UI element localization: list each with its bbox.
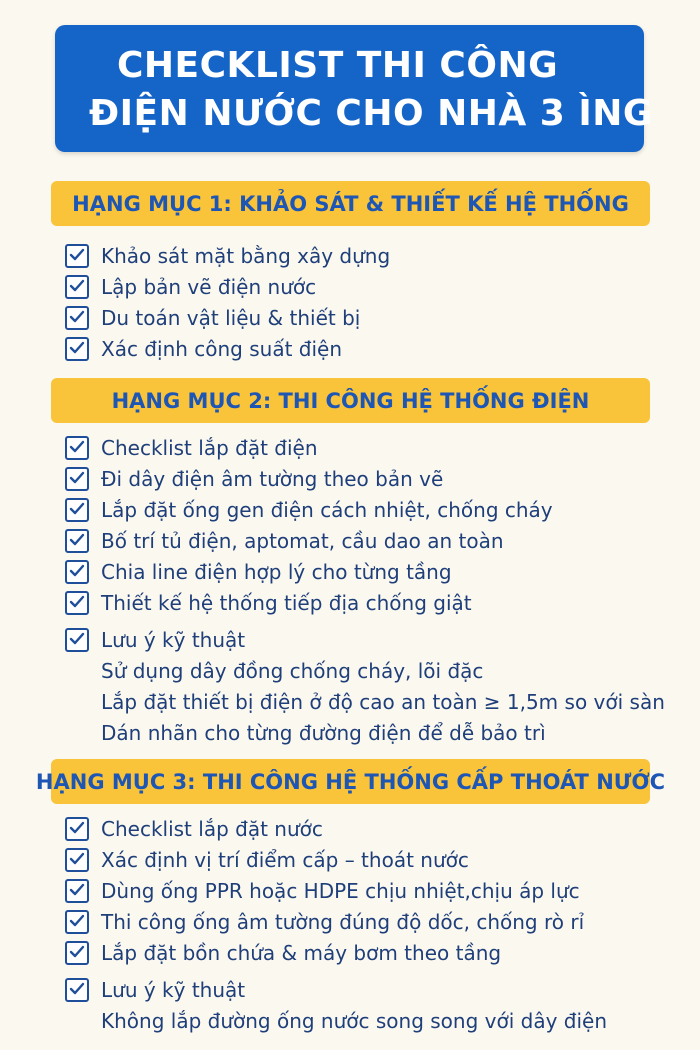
checklist-item[interactable] [65,907,584,937]
title-line-2: ĐIỆN NƯỚC CHO NHÀ 3 ÌNG [89,93,653,134]
checkbox-checked-icon[interactable] [65,628,89,652]
section-header-2: HẠNG MỤC 2: THI CÔNG HỆ THỐNG ĐIỆN [51,378,650,423]
checkbox-checked-icon[interactable] [65,591,89,615]
note-line: Lắp đặt thiết bị điện ở độ cao an toàn ≥ 1,5m so với sàn [101,690,665,714]
note-item[interactable] [65,625,245,655]
title-line-1: CHECKLIST THI CÔNG [117,45,559,86]
checkbox-checked-icon[interactable] [65,848,89,872]
checklist-item[interactable] [65,588,472,618]
checkbox-checked-icon[interactable] [65,337,89,361]
checkbox-checked-icon[interactable] [65,436,89,460]
checklist-item-label: Checklist lắp đặt điện [101,436,318,460]
note-line: Không lắp đường ống nước song song với dây điện [101,1009,607,1033]
checklist-item[interactable] [65,334,342,364]
checkbox-checked-icon[interactable] [65,244,89,268]
checkbox-checked-icon[interactable] [65,467,89,491]
checkbox-checked-icon[interactable] [65,941,89,965]
note-line: Dán nhãn cho từng đường điện để dễ bảo trì [101,721,546,745]
checklist-item[interactable] [65,557,452,587]
checklist-item-label: Khảo sát mặt bằng xây dựng [101,244,391,268]
checklist-item-label: Thi công ống âm tường đúng độ dốc, chống rò rỉ [101,910,585,934]
checkbox-checked-icon[interactable] [65,529,89,553]
checklist-item[interactable] [65,272,316,302]
checkbox-checked-icon[interactable] [65,560,89,584]
checkbox-checked-icon[interactable] [65,275,89,299]
checkbox-checked-icon[interactable] [65,306,89,330]
checklist-item-label: Lắp đặt ống gen điện cách nhiệt, chống cháy [101,498,553,522]
note-item[interactable] [65,975,245,1005]
section-header-3: HẠNG MỤC 3: THI CÔNG HỆ THỐNG CẤP THOÁT NƯỚC [51,759,650,804]
checklist-item-label: Lắp đặt bồn chứa & máy bơm theo tầng [101,941,502,965]
section-header-1: HẠNG MỤC 1: KHẢO SÁT & THIẾT KẾ HỆ THỐNG [51,181,650,226]
checkbox-checked-icon[interactable] [65,910,89,934]
checkbox-checked-icon[interactable] [65,978,89,1002]
checklist-item-label: Bố trí tủ điện, aptomat, cầu dao an toàn [101,529,504,553]
checklist-item[interactable] [65,303,360,333]
checkbox-checked-icon[interactable] [65,498,89,522]
checklist-item-label: Xác định công suất điện [101,337,343,361]
checklist-item-label: Đi dây điện âm tường theo bản vẽ [101,467,444,491]
checkbox-checked-icon[interactable] [65,879,89,903]
checklist-item[interactable] [65,464,443,494]
checklist-item[interactable] [65,814,323,844]
checklist-item[interactable] [65,876,580,906]
note-label: Lưu ý kỹ thuật [101,978,246,1002]
checklist-item[interactable] [65,526,504,556]
note-line: Sử dụng dây đồng chống cháy, lõi đặc [101,659,484,683]
checklist-item-label: Xác định vị trí điểm cấp – thoát nước [101,848,469,872]
note-label: Lưu ý kỹ thuật [101,628,246,652]
checklist-item-label: Lập bản vẽ điện nước [101,275,317,299]
checklist-item-label: Chia line điện hợp lý cho từng tầng [101,560,452,584]
checklist-item-label: Thiết kế hệ thống tiếp địa chống giật [101,591,472,615]
checklist-item-label: Checklist lắp đặt nước [101,817,323,841]
checklist-item[interactable] [65,241,390,271]
checklist-item[interactable] [65,495,553,525]
checklist-item-label: Dùng ống PPR hoặc HDPE chịu nhiệt,chịu áp lực [101,879,580,903]
checklist-item-label: Du toán vật liệu & thiết bị [101,306,361,330]
title-banner [55,25,653,152]
checklist-item[interactable] [65,938,501,968]
checklist-item[interactable] [65,433,318,463]
checklist-item[interactable] [65,845,469,875]
checkbox-checked-icon[interactable] [65,817,89,841]
